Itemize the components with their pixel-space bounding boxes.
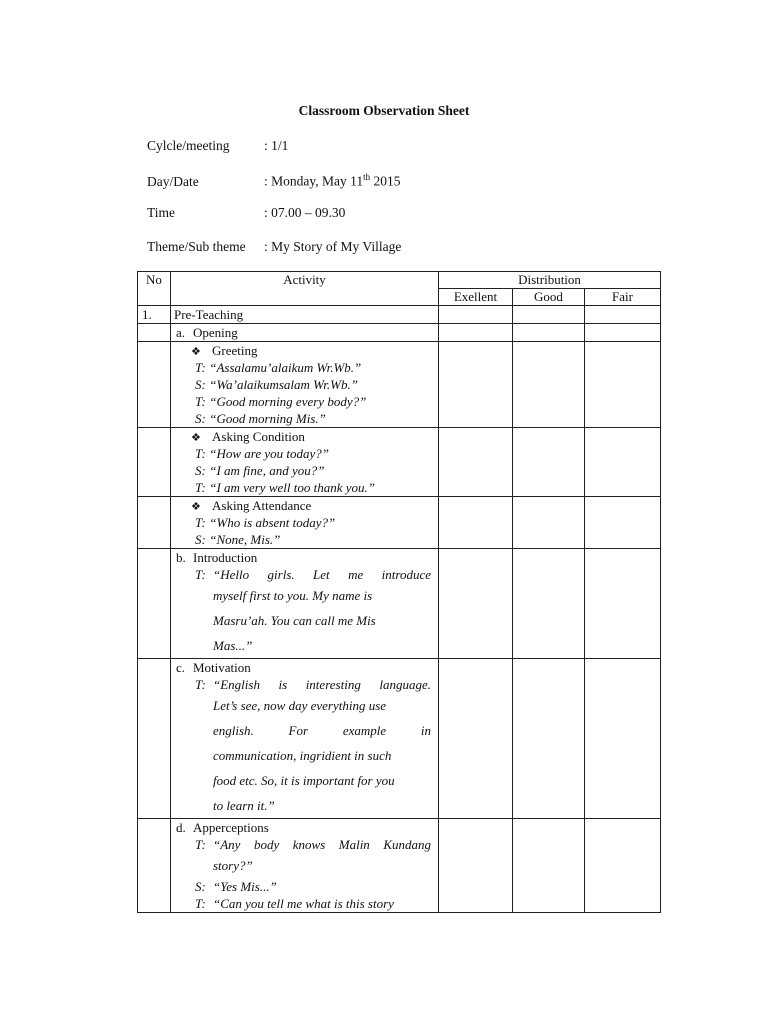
- header-activity: Activity: [171, 272, 439, 306]
- diamond-bullet-icon: ❖: [191, 346, 201, 358]
- row-number: [138, 659, 171, 819]
- fair-cell[interactable]: [585, 659, 661, 819]
- header-fair: Fair: [585, 289, 661, 306]
- row-number: [138, 324, 171, 342]
- table-row: [138, 497, 661, 549]
- activity-cell: [171, 306, 439, 324]
- table-row: [138, 428, 661, 497]
- excellent-cell[interactable]: [439, 549, 513, 659]
- excellent-cell[interactable]: [439, 306, 513, 324]
- dialogue-line: T: “Can you tell me what is this story: [195, 896, 394, 911]
- meta-value-after: 2015: [370, 173, 401, 189]
- table-row: [138, 819, 661, 913]
- fair-cell[interactable]: [585, 497, 661, 549]
- header-no: No: [138, 272, 171, 306]
- dialogue-paragraph: T: “Hello girls. Let me introduce myself first to you. My name is Masru’ah. You can call me Mis Mas...”: [195, 567, 431, 653]
- meta-cycle: [147, 138, 288, 154]
- row-number: [138, 428, 171, 497]
- dialogue-line: T: “I am very well too thank you.”: [195, 480, 375, 495]
- section-label: Pre-Teaching: [174, 307, 244, 322]
- dialogue-line: T: “Who is absent today?”: [195, 515, 336, 530]
- excellent-cell[interactable]: [439, 428, 513, 497]
- fair-cell[interactable]: [585, 549, 661, 659]
- activity-cell: [171, 324, 439, 342]
- table-row: [138, 324, 661, 342]
- subsection-opening: a. Opening: [176, 325, 238, 340]
- activity-cell: [171, 549, 439, 659]
- good-cell[interactable]: [513, 324, 585, 342]
- dialogue-line: S: “Good morning Mis.”: [195, 411, 326, 426]
- dialogue-paragraph: T: “Any body knows Malin Kundang story?”: [195, 837, 431, 873]
- row-number: [138, 342, 171, 428]
- good-cell[interactable]: [513, 659, 585, 819]
- meta-value: : Monday, May 11: [264, 173, 364, 189]
- table-header-row: [138, 272, 661, 289]
- bullet-greeting: ❖ Greeting: [171, 342, 438, 359]
- subsection-apperceptions: d. Apperceptions: [176, 820, 269, 835]
- meta-value: : My Story of My Village: [264, 239, 402, 254]
- fair-cell[interactable]: [585, 428, 661, 497]
- meta-superscript: th: [363, 172, 371, 182]
- activity-cell: [171, 428, 439, 497]
- table-row: [138, 306, 661, 324]
- bullet-asking-condition: ❖ Asking Condition: [171, 428, 438, 445]
- meta-date: [147, 172, 401, 190]
- header-distribution: Distribution: [439, 272, 661, 289]
- excellent-cell[interactable]: [439, 659, 513, 819]
- fair-cell[interactable]: [585, 819, 661, 913]
- dialogue-line: T: “How are you today?”: [195, 446, 330, 461]
- meta-time: [147, 205, 345, 221]
- meta-value: : 07.00 – 09.30: [264, 205, 346, 220]
- meta-label: Time: [147, 205, 176, 220]
- activity-cell: [171, 497, 439, 549]
- excellent-cell[interactable]: [439, 324, 513, 342]
- document-title: Classroom Observation Sheet: [298, 103, 470, 118]
- dialogue-line: T: “Good morning every body?”: [195, 394, 367, 409]
- row-number: [138, 497, 171, 549]
- table-row: [138, 342, 661, 428]
- good-cell[interactable]: [513, 819, 585, 913]
- subsection-introduction: b. Introduction: [176, 550, 258, 565]
- bullet-asking-attendance: ❖ Asking Attendance: [171, 497, 438, 514]
- meta-label: Theme/Sub theme: [147, 239, 246, 254]
- row-number: 1.: [138, 306, 171, 324]
- dialogue-line: S: “Yes Mis...”: [195, 879, 277, 894]
- table-row: [138, 659, 661, 819]
- diamond-bullet-icon: ❖: [191, 501, 201, 513]
- good-cell[interactable]: [513, 342, 585, 428]
- activity-cell: [171, 819, 439, 913]
- activity-cell: [171, 659, 439, 819]
- activity-cell: [171, 342, 439, 428]
- good-cell[interactable]: [513, 549, 585, 659]
- fair-cell[interactable]: [585, 306, 661, 324]
- good-cell[interactable]: [513, 306, 585, 324]
- good-cell[interactable]: [513, 428, 585, 497]
- dialogue-line: S: “I am fine, and you?”: [195, 463, 325, 478]
- observation-table: [137, 271, 661, 913]
- header-good: Good: [513, 289, 585, 306]
- excellent-cell[interactable]: [439, 342, 513, 428]
- meta-theme: [147, 239, 401, 255]
- dialogue-line: S: “None, Mis.”: [195, 532, 281, 547]
- row-number: [138, 549, 171, 659]
- meta-value: : 1/1: [264, 138, 289, 153]
- fair-cell[interactable]: [585, 342, 661, 428]
- fair-cell[interactable]: [585, 324, 661, 342]
- header-excellent: Exellent: [439, 289, 513, 306]
- excellent-cell[interactable]: [439, 497, 513, 549]
- good-cell[interactable]: [513, 497, 585, 549]
- row-number: [138, 819, 171, 913]
- diamond-bullet-icon: ❖: [191, 432, 201, 444]
- table-row: [138, 549, 661, 659]
- meta-label: Cylcle/meeting: [147, 138, 230, 153]
- subsection-motivation: c. Motivation: [176, 660, 251, 675]
- dialogue-paragraph: T: “English is interesting language. Let’s see, now day everything use english. For example in communication, ingridient in such food etc. So, it is important for you to learn it.”: [195, 677, 431, 813]
- dialogue-line: T: “Assalamu’alaikum Wr.Wb.”: [195, 360, 362, 375]
- meta-label: Day/Date: [147, 173, 199, 189]
- dialogue-line: S: “Wa’alaikumsalam Wr.Wb.”: [195, 377, 358, 392]
- excellent-cell[interactable]: [439, 819, 513, 913]
